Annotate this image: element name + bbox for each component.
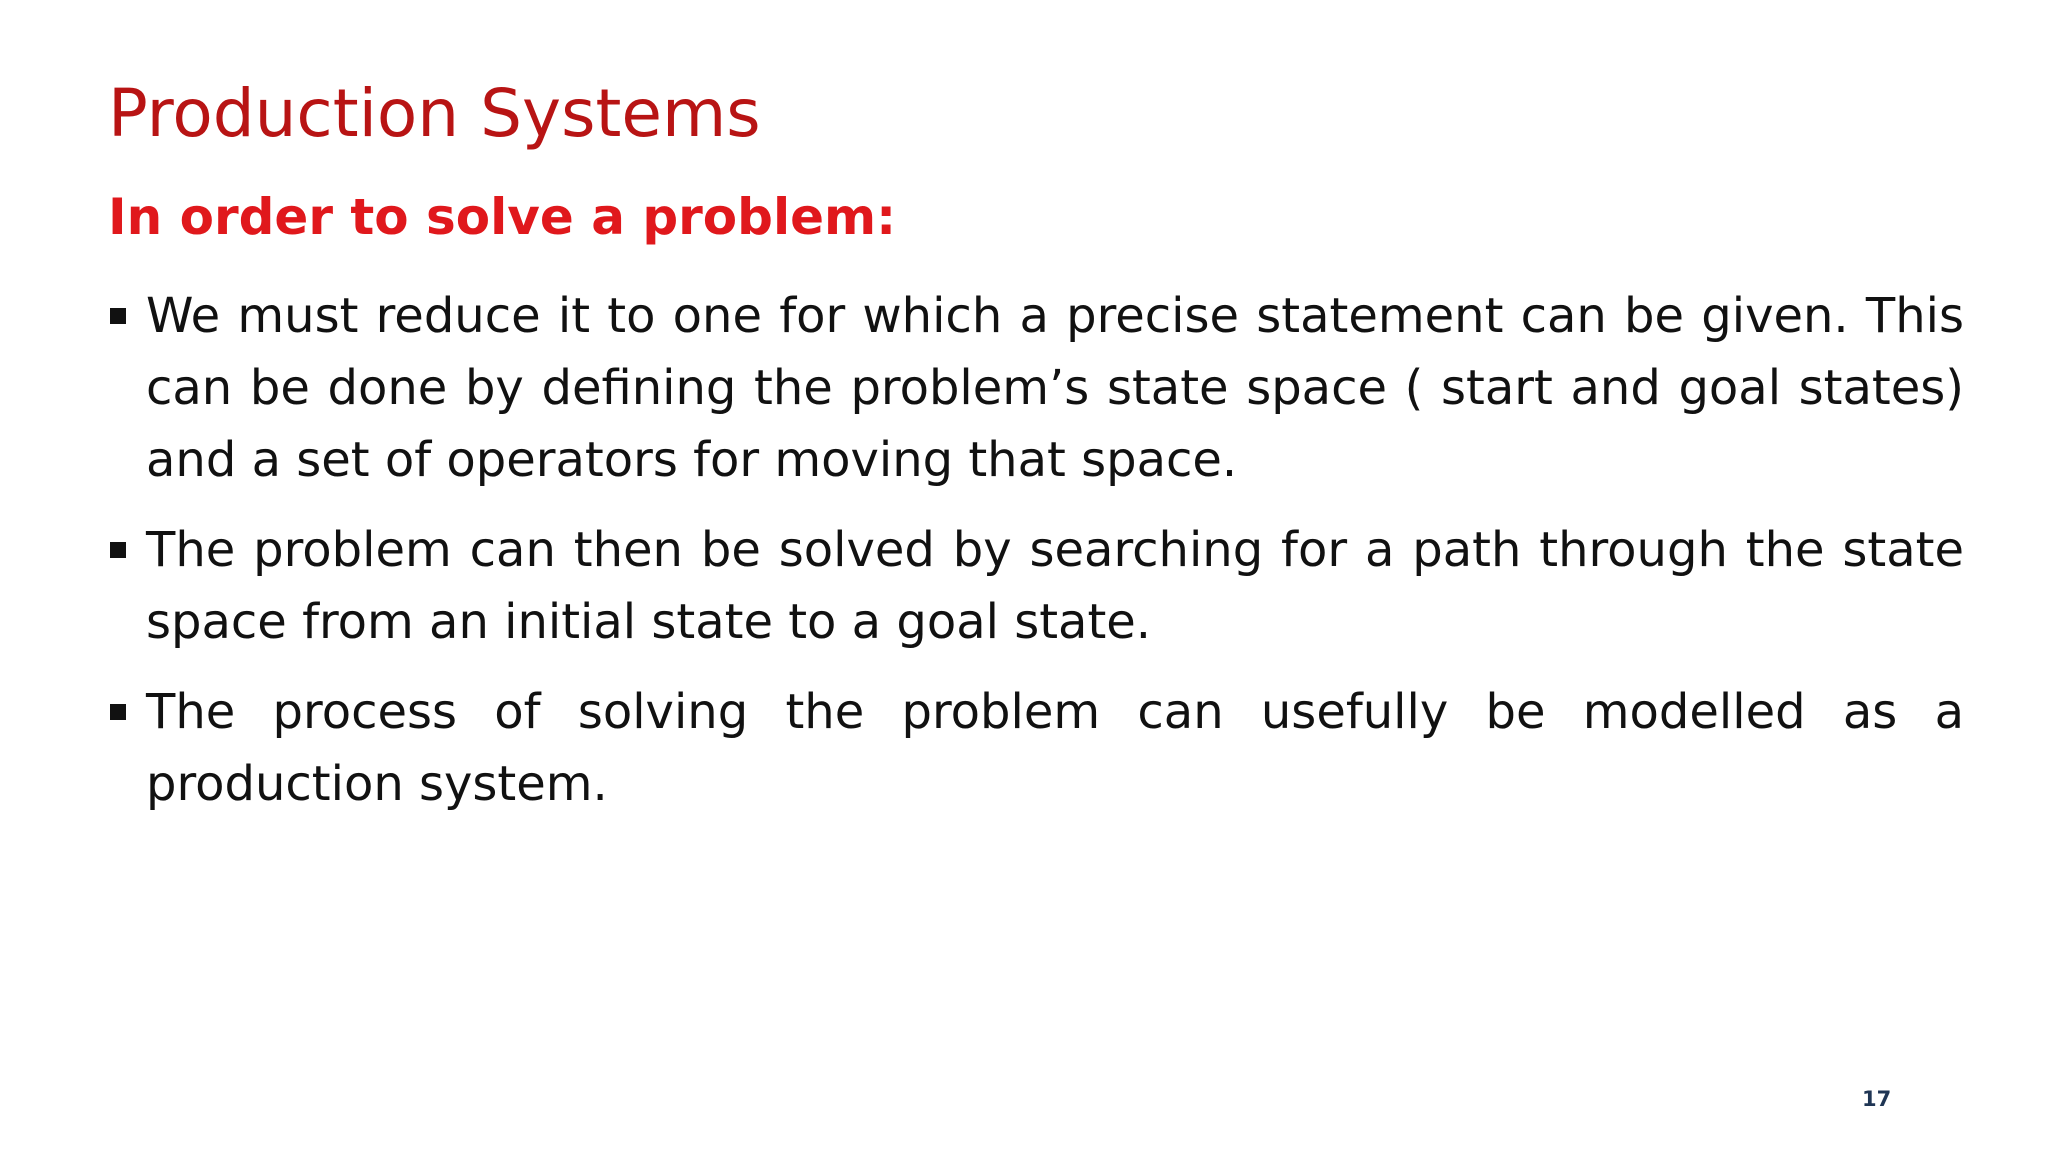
bullet-item-1: [108, 280, 1964, 496]
square-bullet-icon: [110, 542, 126, 558]
slide-title: Production Systems: [108, 75, 761, 152]
page-number: 17: [1862, 1087, 1892, 1111]
bullet-text: We must reduce it to one for which a precise statement can be given. This can be done by defining the problem’s state space ( start and goal states) and a set of operators for moving that space.: [146, 288, 1964, 488]
square-bullet-icon: [110, 308, 126, 324]
bullet-list: [108, 280, 1964, 838]
bullet-text: The problem can then be solved by searching for a path through the state space from an initial state to a goal state.: [146, 522, 1964, 650]
bullet-text: The process of solving the problem can usefully be modelled as a production system.: [146, 684, 1964, 812]
slide-subtitle: In order to solve a problem:: [108, 188, 897, 246]
square-bullet-icon: [110, 704, 126, 720]
bullet-item-3: [108, 676, 1964, 820]
bullet-item-2: [108, 514, 1964, 658]
